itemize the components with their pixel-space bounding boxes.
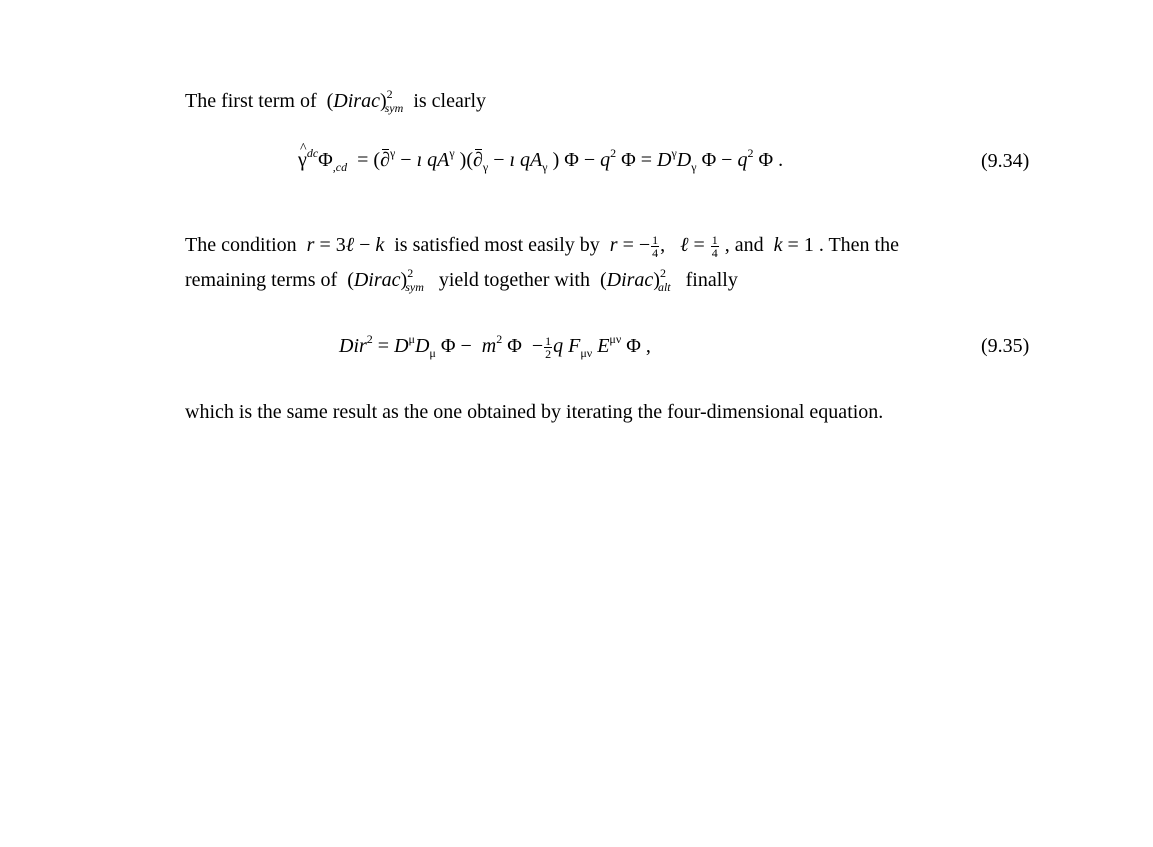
paragraph-1-text-before: The first term of (185, 90, 317, 112)
dirac-sym-squared: (Dirac)$^2_{sym}$ (321, 87, 404, 116)
paragraph-2-line-2 (185, 266, 738, 295)
condition-formula: r = 3ℓ − k (306, 234, 385, 257)
paragraph-2-text-c: , and (724, 234, 764, 257)
ell-value: ℓ = $\frac{1}{4}$ (680, 233, 718, 260)
r-value: r = − $\frac{1}{4}$ , (609, 233, 676, 260)
paragraph-2-text-a: The condition (185, 234, 297, 257)
paragraph-3: which is the same result as the one obtained by iterating the four-dimensional equation. (185, 401, 884, 423)
paragraph-2-text-line2-c: finally (685, 269, 738, 291)
paragraph-2-text-d: . Then the (818, 234, 899, 257)
dirac-sym-squared-2: (Dirac)$^2_{sym}$ (342, 266, 424, 295)
equation-9-35-label: (9.35) (981, 335, 1030, 357)
paragraph-2-text-line2-b: yield together with (438, 269, 590, 291)
paragraph-1 (185, 87, 487, 116)
paragraph-2-text-b: is satisfied most easily by (394, 234, 600, 257)
dirac-alt-squared: (Dirac)$^2_{alt}$ (594, 266, 671, 295)
equation-9-34: ^ $\gamma^{dc}\Phi_{,cd} = (\partial^\gamma$ − ı $qA^\gamma$ )($\partial_\gamma$ − ı $qA_\gamma$ ) $\Phi - q^2$ $\Phi = D^\gamma D_\gamma$ $\Phi - q^2$ Φ . (298, 150, 783, 170)
paragraph-2-text-line2-a: remaining terms of (185, 269, 338, 291)
equation-9-34-label: (9.34) (981, 150, 1030, 172)
k-value: k = 1 (773, 234, 814, 257)
paragraph-1-text-after: is clearly (413, 90, 487, 112)
equation-9-35: $Dir^2 = D^\mu D_\mu$ $\Phi - m^2$ Φ − $\frac{1}{2}$ q $F_{\mu\nu}$ $E^{\mu\nu}$ Φ , (339, 332, 651, 361)
paragraph-2-line-1 (185, 234, 899, 259)
